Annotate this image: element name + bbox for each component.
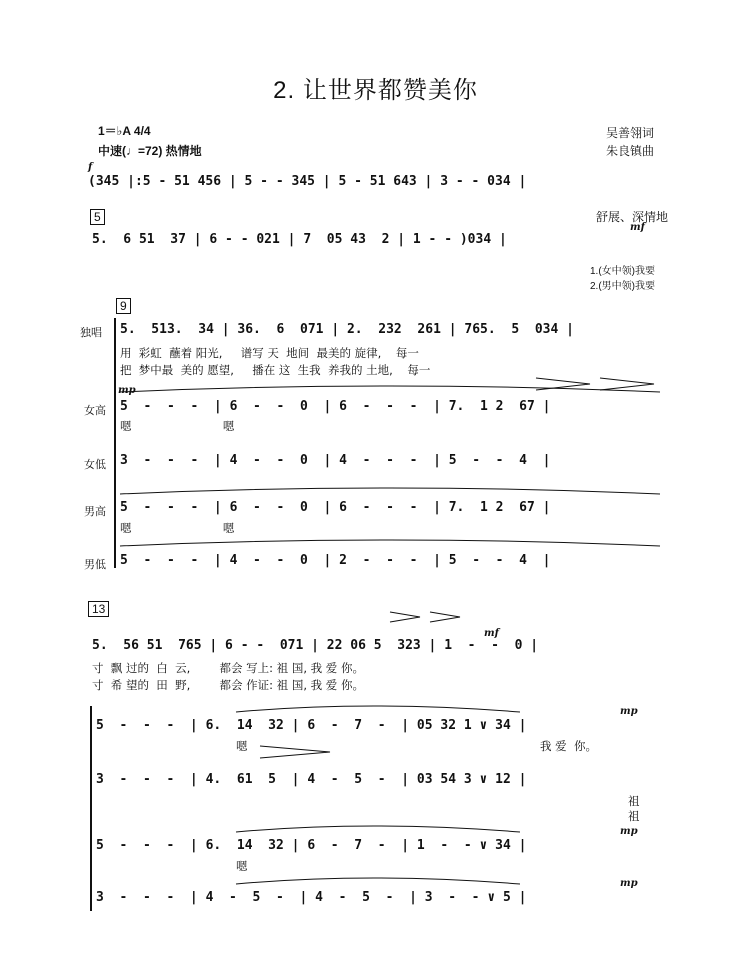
page-title: 2. 让世界都赞美你 bbox=[273, 77, 478, 104]
expression-marking: 舒展、深情地 bbox=[596, 210, 669, 224]
s2-sh-notes: 5 - - - | 6. 14 32 | 6 - 7 - | 05 32 1 ∨ 34 | bbox=[96, 718, 527, 733]
s1-sh-lyric: 嗯 嗯 bbox=[120, 419, 235, 433]
s2-solo-lyric-1: 寸 飘 过的 白 云, 都会 写上: 祖 国, 我 爱 你。 bbox=[92, 661, 364, 675]
hairpin-2 bbox=[600, 378, 654, 390]
s2-slur-1 bbox=[236, 706, 520, 712]
label-tenor-low: 男低 bbox=[84, 559, 106, 571]
s1-slur-2 bbox=[120, 488, 660, 494]
s2-solo-notes: 5. 56 51 765 | 6 - - 071 | 22 06 5 323 | 1 - - 0 | bbox=[92, 638, 539, 653]
s2-sl-lyric: 祖 祖 bbox=[628, 794, 640, 823]
s2-dynamic-mp-3: mp bbox=[620, 878, 638, 889]
s2-slur-2 bbox=[236, 826, 520, 832]
s2-slur-3 bbox=[236, 878, 520, 884]
intro-line-1: (345 |:5 - 51 456 | 5 - - 345 | 5 - 51 643 | 3 - - 034 | bbox=[88, 174, 527, 189]
s2-sh-lyric-2: 我 爱 你。 bbox=[540, 739, 597, 753]
intro-line-2: 5. 6 51 37 | 6 - - 021 | 7 05 43 2 | 1 - - )034 | bbox=[92, 232, 507, 247]
s2-sl-notes: 3 - - - | 4. 61 5 | 4 - 5 - | 03 54 3 ∨ 12 | bbox=[96, 772, 527, 787]
label-soprano-high: 女高 bbox=[84, 405, 106, 417]
s1-slur-1 bbox=[120, 386, 660, 392]
s2-th-lyric: 嗯 bbox=[236, 859, 248, 873]
s2-dynamic-mp-2: mp bbox=[620, 826, 638, 837]
s1-slur-3 bbox=[120, 540, 660, 546]
lyricist: 吴善翎词 bbox=[606, 126, 655, 140]
s2-dynamic-mf: mf bbox=[484, 628, 499, 639]
s1-th-notes: 5 - - - | 6 - - 0 | 6 - - - | 7. 1 2 67 | bbox=[120, 500, 551, 515]
s2-th-notes: 5 - - - | 6. 14 32 | 6 - 7 - | 1 - - ∨ 34 | bbox=[96, 838, 527, 853]
rehearsal-mark-13: 13 bbox=[88, 601, 109, 617]
rehearsal-mark-9: 9 bbox=[116, 298, 131, 314]
label-solo: 独唱 bbox=[80, 327, 102, 339]
composer: 朱良镇曲 bbox=[606, 144, 655, 158]
hairpin-3 bbox=[260, 746, 330, 758]
s1-dynamic-mp: mp bbox=[118, 385, 136, 396]
key-signature: 1＝♭A 4/4 bbox=[98, 124, 151, 138]
dynamic-mf: mf bbox=[630, 222, 645, 233]
s2-solo-lyric-2: 寸 希 望的 田 野, 都会 作证: 祖 国, 我 爱 你。 bbox=[92, 678, 364, 692]
label-tenor-high: 男高 bbox=[84, 506, 106, 518]
s2-tl-notes: 3 - - - | 4 - 5 - | 4 - 5 - | 3 - - ∨ 5 | bbox=[96, 890, 527, 905]
tempo-marking: 中速(♩=72) 热情地 bbox=[98, 144, 202, 158]
s2-sh-lyric-1: 嗯 bbox=[236, 739, 248, 753]
s2-dynamic-mp-1: mp bbox=[620, 706, 638, 717]
s1-sh-notes: 5 - - - | 6 - - 0 | 6 - - - | 7. 1 2 67 | bbox=[120, 399, 551, 414]
hairpin-4 bbox=[390, 612, 420, 622]
hairpin-5 bbox=[430, 612, 460, 622]
rehearsal-mark-5: 5 bbox=[90, 209, 105, 225]
s1-tl-notes: 5 - - - | 4 - - 0 | 2 - - - | 5 - - 4 | bbox=[120, 553, 551, 568]
s1-th-lyric: 嗯 嗯 bbox=[120, 521, 235, 535]
s1-solo-lyric-2: 把 梦中最 美的 愿望, 播在 这 生我 养我的 土地, 每一 bbox=[120, 363, 431, 377]
verse-1-cue: 1.(女中领)我要 bbox=[590, 266, 655, 277]
label-soprano-low: 女低 bbox=[84, 459, 106, 471]
s1-sl-notes: 3 - - - | 4 - - 0 | 4 - - - | 5 - - 4 | bbox=[120, 453, 551, 468]
verse-2-cue: 2.(男中领)我要 bbox=[590, 281, 655, 292]
s1-solo-notes: 5. 513. 34 | 36. 6 071 | 2. 232 261 | 765. 5 034 | bbox=[120, 322, 574, 337]
s1-solo-lyric-1: 用 彩虹 蘸着 阳光, 谱写 天 地间 最美的 旋律, 每一 bbox=[120, 346, 419, 360]
dynamic-f: f bbox=[88, 162, 93, 173]
